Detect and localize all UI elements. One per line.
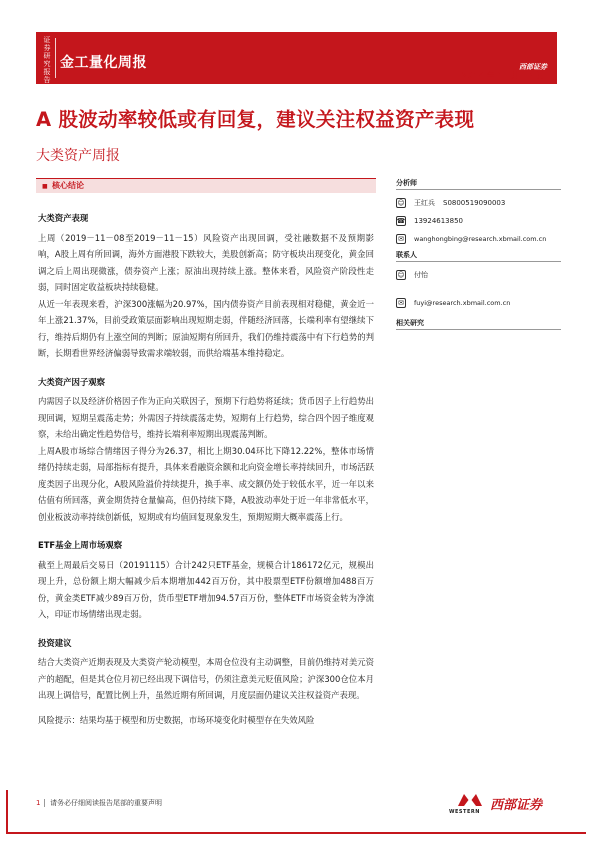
key-section-bar [36, 178, 376, 193]
related-heading-text: 相关研究 [396, 319, 424, 327]
main-title: A 股波动率较低或有回复，建议关注权益资产表现 [36, 108, 475, 131]
divider [396, 261, 561, 262]
analyst-heading [396, 178, 561, 188]
analyst-name-row [396, 196, 561, 210]
risk-note: 风险提示：结果均基于模型和历史数据，市场环境变化时模型存在失效风险 [38, 714, 315, 725]
user-icon: ☺ [397, 199, 405, 207]
analyst-email-row [396, 232, 561, 246]
contact-name: 付怡 [414, 271, 428, 279]
contact-email[interactable]: fuyi@research.xbmail.com.cn [414, 299, 511, 307]
divider [396, 189, 561, 190]
related-heading [396, 318, 561, 328]
phone-icon: ☎ [396, 217, 406, 225]
paragraph: 上周A股市场综合情绪因子得分为26.37，相比上期30.04环比下降12.22%，整体市场情绪仍持续走弱，局部指标有提升，具体来看融资余额和北向资金增长率持续回升，市场活跃度类因子出现分化，A股风险溢价持续提升，换手率、成交额仍处于较低水平，近一年以来估值有所回落，黄金期货持仓量偏高，但仍持续下降，A股波动率处于近一年非常低水平，创业板波动率持续创新低，短期或有均值回复现象发生，预期短期大概率震荡上行。 [38, 445, 374, 522]
analyst-phone-row [396, 214, 561, 228]
analyst-phone: 13924613850 [414, 217, 463, 225]
header-divider [55, 38, 56, 78]
footer-logo-text: WESTERN [449, 809, 480, 815]
paragraph: 上周（2019－11－08至2019－11－15）风险资产出现回调，受社融数据不及预期影响，A股上周有所回调，海外方面港股下跌较大，美股创新高；防守板块出现变化，黄金回调之后上周出现微涨，债券资产上涨；原油出现持续上涨。整体来看，风险资产阶段性走弱，同时固定收益板块持续稳健。 [38, 232, 374, 292]
footer-disclaimer: 请务必仔细阅读报告尾部的重要声明 [50, 799, 162, 807]
section-heading: 大类资产表现 [38, 213, 89, 223]
contact-heading-text: 联系人 [396, 251, 417, 259]
divider [396, 329, 561, 330]
section-heading: 大类资产因子观察 [38, 376, 105, 387]
footer-rule [6, 832, 586, 834]
mail-icon: ✉ [396, 234, 406, 244]
paragraph: 内需因子以及经济价格因子作为正向关联因子，预期下行趋势将延续；货币因子上行趋势出现回调，短期呈震荡走势；外需因子持续震荡走势，短期有上行趋势，综合四个因子维度观察，未给出确定性趋势信号，维持长端利率短期出现震荡判断。 [38, 396, 374, 439]
bullet-icon: ■ [42, 183, 48, 190]
analyst-license: S0800519090003 [443, 199, 506, 207]
analyst-heading-text: 分析师 [396, 179, 417, 187]
contact-email-row [396, 296, 561, 310]
paragraph: 从近一年表现来看，沪深300涨幅为20.97%，国内债券资产目前表现相对稳健，黄金近一年上涨21.37%，目前受政策层面影响出现短期走弱，伴随经济回落，长端利率有望继续下行，维持后期仍有上涨空间的判断；原油短期有所回升，我们仍维持震荡中有下行趋势的判断，长期看世界经济偏弱导致需求端较弱，而供给端基本维持稳定。 [38, 298, 374, 358]
paragraph: 结合大类资产近期表现及大类资产轮动模型，本周仓位没有主动调整，目前仍维持对美元资产的超配，但是其仓位月初已经出现下调信号，仍须注意美元贬值风险；沪深300仓位本月出现上调信号，配置比例上升，虽然近期有所回调，月度层面仍建议关注权益资产表现。 [38, 657, 374, 700]
contact-heading [396, 250, 561, 260]
footer-separator [44, 799, 45, 807]
report-series-title: 金工量化周报 [60, 55, 147, 71]
header-brand: 西部证券 [519, 63, 547, 71]
contact-name-row [396, 268, 561, 282]
western-logo-icon [456, 792, 484, 808]
footer-accent-line [6, 790, 8, 834]
analyst-name: 王红兵 [414, 199, 435, 207]
page-number: 1 [36, 799, 41, 807]
user-icon: ☺ [397, 271, 405, 279]
key-section-label: 核心结论 [52, 181, 84, 190]
section-heading: ETF基金上周市场观察 [38, 540, 123, 550]
sub-title: 大类资产周报 [36, 148, 120, 164]
header-vertical-label: 证券研究报告 [43, 36, 51, 84]
mail-icon: ✉ [396, 298, 406, 308]
section-heading: 投资建议 [38, 637, 72, 648]
report-date: 2019 年 11 月 17 日 [461, 71, 544, 80]
paragraph: 截至上周最后交易日（20191115）合计242只ETF基金，规模合计186172亿元，规模出现上升，总份额上期大幅减少后本期增加442百万份，其中股票型ETF份额增加488百万份，黄金类ETF减少89百万份，货币型ETF增加94.57百万份，整体ETF市场资金转为净流入，印证市场情绪出现走弱。 [38, 559, 374, 619]
footer-brand: 西部证券 [490, 798, 543, 813]
main-content [38, 206, 374, 728]
analyst-email[interactable]: wanghongbing@research.xbmail.com.cn [414, 235, 547, 243]
